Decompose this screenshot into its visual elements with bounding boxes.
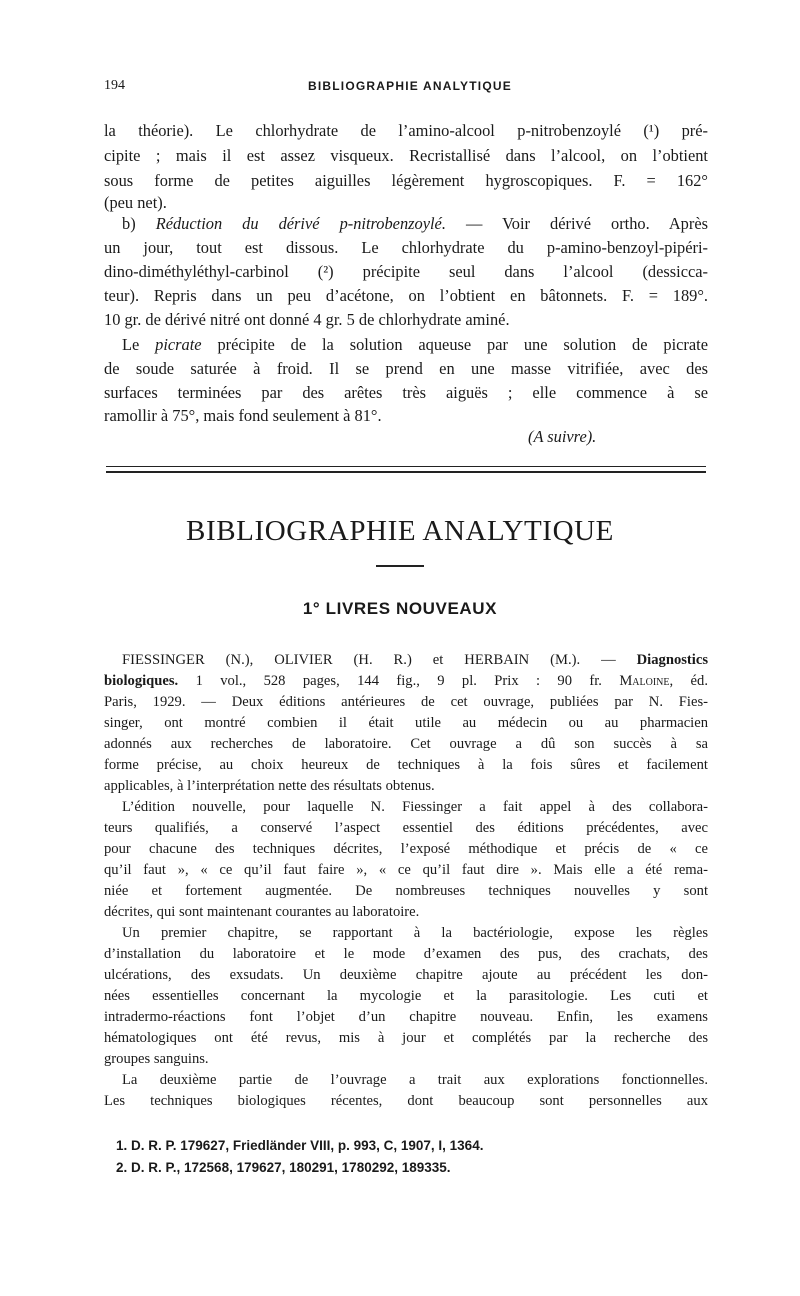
text-line: ulcérations, des exsudats. Un deuxième chapitre ajoute au précédent les don- [104, 967, 708, 983]
text-line: d’installation du laboratoire et le mode d’examen des pus, des crachats, des [104, 946, 708, 962]
publisher: Maloine [619, 673, 670, 689]
section-title: BIBLIOGRAPHIE ANALYTIQUE [186, 515, 614, 547]
text-line: teurs qualifiés, a conservé l’aspect essentiel des éditions précédentes, avec [104, 820, 708, 836]
text-line: applicables, à l’interprétation nette des résultats obtenus. [104, 778, 435, 794]
book-title: biologiques. [104, 673, 179, 689]
text-line [122, 334, 708, 355]
text-fragment: Le [122, 335, 156, 354]
italic-heading: Réduction du dérivé p-nitrobenzoylé. [155, 214, 446, 233]
text-line: Paris, 1929. — Deux éditions antérieures de cet ouvrage, publiées par N. Fies- [104, 694, 708, 710]
to-be-continued: (A suivre). [528, 427, 597, 446]
text-line: (peu net). [104, 193, 167, 212]
footnote: 2. D. R. P., 172568, 179627, 180291, 1780292, 189335. [116, 1160, 451, 1175]
text-line: un jour, tout est dissous. Le chlorhydrate du p-amino-benzoyl-pipéri- [104, 238, 708, 257]
text-line: La deuxième partie de l’ouvrage a trait aux explorations fonctionnelles. [122, 1072, 708, 1088]
review-authors: FIESSINGER (N.), OLIVIER (H. R.) et HERBAIN (M.). — [122, 652, 637, 668]
text-line: L’édition nouvelle, pour laquelle N. Fiessinger a fait appel à des collabora- [122, 799, 708, 815]
text-line: teur). Repris dans un peu d’acétone, on l’obtient en bâtonnets. F. = 189°. [104, 286, 708, 305]
text-line: groupes sanguins. [104, 1051, 209, 1067]
italic-word: picrate [155, 335, 202, 354]
text-line: ramollir à 75°, mais fond seulement à 81°. [104, 406, 382, 425]
text-line: hématologiques ont été revus, mis à jour et complétés par la recherche des [104, 1030, 708, 1046]
text-line [104, 671, 708, 691]
section-subtitle: 1° LIVRES NOUVEAUX [302, 599, 498, 618]
text-line: intradermo-réactions font l’objet d’un chapitre nouveau. Enfin, les examens [104, 1009, 708, 1025]
text-line: forme précise, au choix heureux de techniques à la fois sûres et facilement [104, 757, 708, 773]
text-line: Les techniques biologiques récentes, dont beaucoup sont personnelles aux [104, 1093, 708, 1109]
text-line: sous forme de petites aiguilles légèrement hygroscopiques. F. = 162° [104, 171, 708, 190]
text-line: de soude saturée à froid. Il se prend en une masse vitrifiée, avec des [104, 359, 708, 378]
text-line: 10 gr. de dérivé nitré ont donné 4 gr. 5 de chlorhydrate aminé. [104, 310, 510, 329]
text-line [122, 650, 708, 670]
text-line: singer, ont montré combien il était utile au médecin ou au pharmacien [104, 715, 708, 731]
text-line: la théorie). Le chlorhydrate de l’amino-alcool p-nitrobenzoylé (¹) pré- [104, 121, 708, 140]
section-divider [106, 471, 706, 473]
text-line [122, 213, 708, 234]
running-title: BIBLIOGRAPHIE ANALYTIQUE [308, 79, 512, 93]
text-line: Un premier chapitre, se rapportant à la bactériologie, expose les règles [122, 925, 708, 941]
text-fragment: — Voir dérivé ortho. Après [445, 214, 708, 233]
text-line: niée et fortement augmentée. De nombreuses techniques nouvelles y sont [104, 883, 708, 899]
title-underline [376, 565, 424, 567]
page-number: 194 [104, 78, 125, 93]
text-line: pour chacune des techniques décrites, l’exposé méthodique et précis de « ce [104, 841, 708, 857]
section-divider [106, 466, 706, 467]
text-line: dino-diméthyléthyl-carbinol (²) précipite seul dans l’alcool (dessicca- [104, 262, 708, 281]
item-label: b) [122, 214, 156, 233]
text-fragment: précipite de la solution aqueuse par une solution de picrate [201, 335, 708, 354]
book-title: Diagnostics [636, 652, 708, 668]
text-line: cipite ; mais il est assez visqueux. Recristallisé dans l’alcool, on l’obtient [104, 146, 708, 165]
text-line: nées essentielles concernant la mycologie et la parasitologie. Les cuti et [104, 988, 708, 1004]
text-fragment: , éd. [669, 673, 708, 689]
text-line: surfaces terminées par des arêtes très aiguës ; elle commence à se [104, 383, 708, 402]
text-line: décrites, qui sont maintenant courantes au laboratoire. [104, 904, 420, 920]
text-line: adonnés aux recherches de laboratoire. Cet ouvrage a dû son succès à sa [104, 736, 708, 752]
text-line: qu’il faut », « ce qu’il faut faire », « ce qu’il faut dire ». Mais elle a été rema- [104, 862, 708, 878]
footnote: 1. D. R. P. 179627, Friedländer VIII, p. 993, C, 1907, I, 1364. [116, 1138, 484, 1153]
text-fragment: 1 vol., 528 pages, 144 fig., 9 pl. Prix : 90 fr. [178, 673, 620, 689]
